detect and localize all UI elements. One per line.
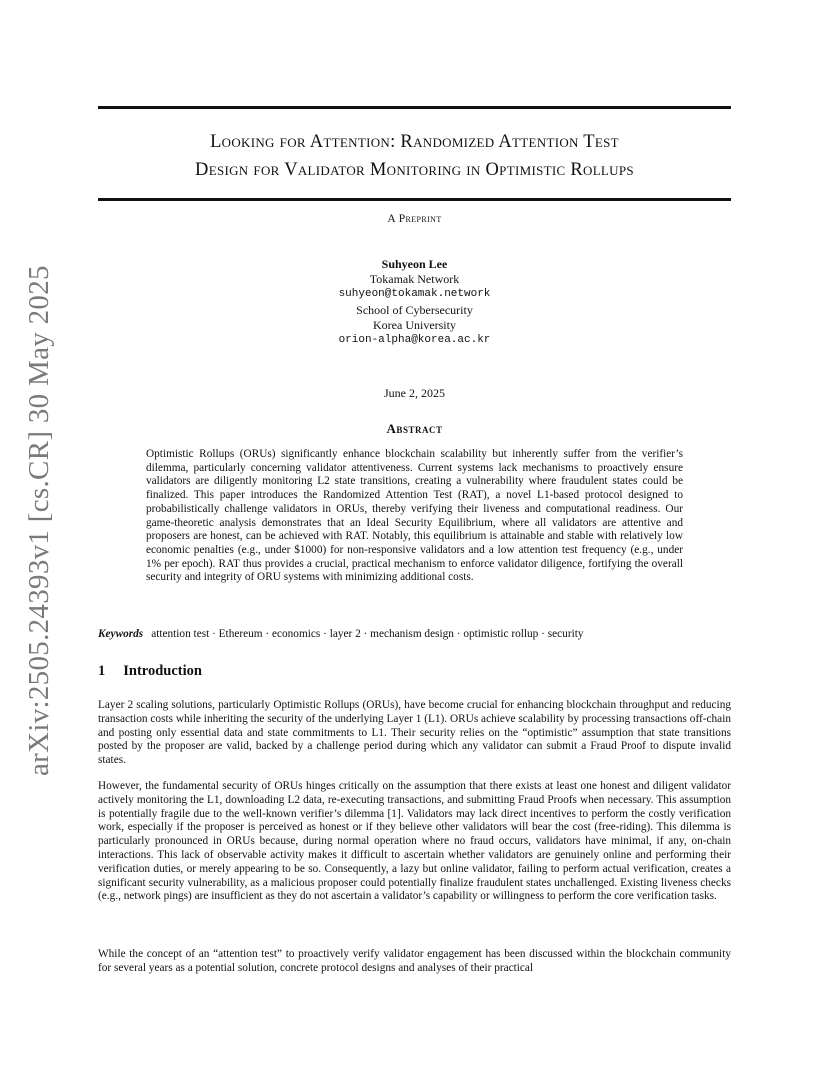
intro-paragraph-1: Layer 2 scaling solutions, particularly Optimistic Rollups (ORUs), have become crucial for enhancing blockchain throughput and reducing transaction costs while inheriting the security of the underlying Layer 1 (L1). ORUs achieve scalability by processing transactions off-chain and posting only essential data and state commitments to L1. Their security relies on the “optimistic” assumption that state transitions posted by the proposer are valid, backed by a challenge period during which any validator can submit a Fraud Proof to dispute invalid states. xyxy=(98,699,731,767)
keywords-label: Keywords xyxy=(98,628,144,640)
paper-title xyxy=(98,128,731,184)
section-heading-introduction xyxy=(98,663,202,680)
keywords-line xyxy=(98,628,731,640)
section-number: 1 xyxy=(98,663,106,679)
author-affiliation-2: School of Cybersecurity xyxy=(356,302,473,317)
title-top-rule xyxy=(98,106,731,109)
section-title: Introduction xyxy=(123,663,202,679)
author-affiliation-3: Korea University xyxy=(373,317,456,332)
keywords-text: attention test · Ethereum · economics · layer 2 · mechanism design · optimistic rollup · security xyxy=(151,628,584,640)
author-name: Suhyeon Lee xyxy=(381,257,448,271)
abstract-heading: Abstract xyxy=(386,421,443,436)
paper-date: June 2, 2025 xyxy=(384,386,445,400)
title-line-1: Looking for Attention: Randomized Attention Test xyxy=(210,132,619,152)
author-email-2[interactable]: orion-alpha@korea.ac.kr xyxy=(338,334,491,347)
title-line-2: Design for Validator Monitoring in Optimistic Rollups xyxy=(195,160,634,180)
abstract-text: Optimistic Rollups (ORUs) significantly enhance blockchain scalability but inherently suffer from the verifier’s dilemma, particularly concerning validator attentiveness. Current systems lack mechanisms to proactively ensure validators are diligently monitoring L2 state transitions, creating a vulnerability where fraudulent states could be finalized. This paper introduces the Randomized Attention Test (RAT), a novel L1-based protocol designed to probabilistically challenge validators in ORUs, thereby verifying their liveness and computational readiness. Our game-theoretic analysis demonstrates that an Ideal Security Equilibrium, where all validators are attentive and proposers are honest, can be achieved with RAT. Notably, this equilibrium is attainable and stable with relatively low economic penalties (e.g., under $1000) for non-responsive validators and a low attention test frequency (e.g., under 1% per epoch). RAT thus provides a crucial, practical mechanism to enforce validator diligence, fortifying the overall security and integrity of ORU systems with minimizing additional costs. xyxy=(146,448,683,584)
intro-paragraph-3: While the concept of an “attention test” to proactively verify validator engagement has been discussed within the blockchain community for several years as a potential solution, concrete protocol designs and analyses of their practical xyxy=(98,948,731,974)
author-email-1[interactable]: suhyeon@tokamak.network xyxy=(338,288,491,301)
author-block xyxy=(98,257,731,348)
title-bottom-rule xyxy=(98,198,731,201)
arxiv-identifier-stamp: arXiv:2505.24393v1 [cs.CR] 30 May 2025 xyxy=(23,265,55,776)
author-affiliation-1: Tokamak Network xyxy=(369,272,460,287)
intro-paragraph-2: However, the fundamental security of ORUs hinges critically on the assumption that there exists at least one honest and diligent validator actively monitoring the L1, downloading L2 data, re-executing transactions, and submitting Fraud Proofs when necessary. This assumption is potentially fragile due to the well-known verifier’s dilemma [1]. Validators may lack direct incentives to perform the costly verification work, especially if the proposer is perceived as honest or if they believe other validators will bear the cost (free-riding). This dilemma is particularly pronounced in ORUs because, during normal operation where no fraud occurs, validators have minimal, if any, on-chain interactions. This lack of observable activity makes it difficult to ascertain whether validators are genuinely online and performing their verification duties, or merely appearing to be so. Consequently, a lazy but online validator, failing to perform actual verification, creates a significant security vulnerability, as a malicious proposer could potentially finalize fraudulent states unchallenged. Existing liveness checks (e.g., network pings) are insufficient as they do not ascertain a validator’s capability or willingness to perform the core verification tasks. xyxy=(98,780,731,903)
preprint-label: A Preprint xyxy=(387,213,442,225)
